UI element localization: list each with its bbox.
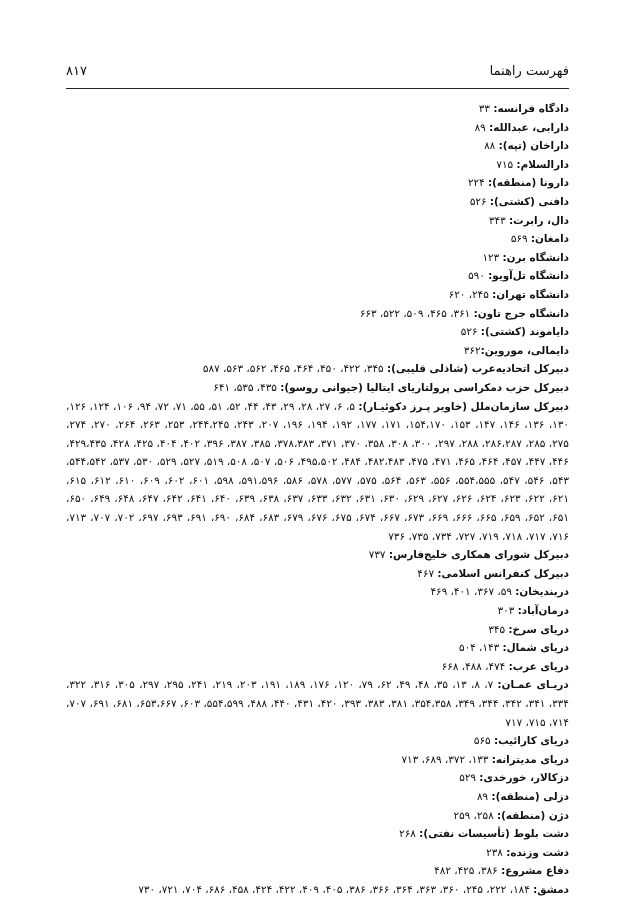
entry-term: دربندیخان: [515, 586, 569, 599]
entry-term: دبیرکل شورای همکاری خلیج‌فارس: [388, 549, 569, 562]
index-entry [66, 825, 569, 844]
entry-pages: ۵۲۶ [460, 326, 481, 339]
index-entry [66, 137, 569, 156]
entry-term: دریـای عمـان: [497, 679, 569, 692]
entry-pages: ۲۳۸ [486, 846, 507, 859]
entry-pages: ۳۶۲ [463, 344, 481, 357]
entry-term: دریای سرخ: [508, 623, 569, 636]
index-entry [66, 379, 569, 398]
page-header [66, 62, 569, 84]
entry-term: دژن (منطقه): [496, 809, 569, 822]
entry-term: دامغان: [530, 233, 569, 246]
entry-pages: ۵۹۰ [468, 270, 489, 283]
index-entry [66, 583, 569, 602]
entry-pages: ۷، ۸، ۱۳، ۳۵، ۴۸، ۴۹، ۶۲، ۷۹، ۱۲۰، ۱۷۶، ۱۸۹، ۱۹۱، ۲۰۳، ۲۱۹، ۲۴۱، ۲۹۵، ۲۹۷، ۳۰۵، ۳۱۶، ۳۲۲، ۳۳۴، ۳۴۱، ۳۴۲، ۳۴۴، ۳۴۹، ۳۵۴،۳۵۸، ۳۸۱، ۳۸۳، ۳۹۳، ۴۲۰، ۴۳۱، ۴۴۰، ۴۸۸، ۵۵۴،۵۹۹، ۶۰۳، ۶۵۳،۶۶۷، ۶۸۱، ۶۹۱، ۷۰۷، ۷۱۴، ۷۱۵، ۷۱۷ [66, 679, 569, 729]
running-title: فهرست راهنما [489, 64, 569, 79]
index-entry [66, 639, 569, 658]
index-entry [66, 565, 569, 584]
index-entry [66, 602, 569, 621]
index-entry [66, 769, 569, 788]
entry-term: دال، رابرت: [509, 214, 569, 227]
entry-pages: ۷۳۷ [368, 549, 389, 562]
entry-term: دریای مدیترانه: [491, 753, 569, 766]
entry-term: دزکالار، خورخدی: [479, 772, 569, 785]
entry-pages: ۱۲۳ [482, 251, 503, 264]
entry-term: دبیرکل اتحادیه‌عرب (شاذلی قلیبی): [386, 363, 569, 376]
entry-pages: ۳۴۵، ۴۲۲، ۴۵۰، ۴۶۴، ۴۶۵، ۵۶۲، ۵۶۳، ۵۸۷ [202, 363, 387, 376]
entry-pages: ۲۲۴ [467, 177, 489, 190]
index-entry [66, 249, 569, 268]
index-entry [66, 862, 569, 881]
entry-term: دانشگاه تل‌آویو: [488, 270, 569, 283]
entry-pages: ۱۸۴، ۲۲۲، ۲۴۵، ۳۶۰، ۳۶۳، ۳۶۴، ۳۶۶، ۳۸۶، ۴۰۵، ۴۰۹، ۴۲۲، ۴۲۴، ۴۵۸، ۶۸۶، ۷۰۴، ۷۲۱، ۷۳۰ [138, 883, 534, 896]
page-number: ۸۱۷ [66, 64, 87, 79]
entry-term: دادگاه فرانسه: [493, 103, 569, 115]
index-entry [66, 193, 569, 212]
index-entries [66, 100, 569, 900]
entry-term: دانشگاه تهران: [492, 288, 569, 301]
header-rule [66, 88, 569, 89]
index-entry [66, 844, 569, 863]
entry-pages: ۵۹، ۳۶۷، ۴۰۱، ۴۶۹ [430, 586, 516, 599]
entry-term: دریای کارائیب: [493, 735, 569, 748]
index-entry [66, 119, 569, 138]
index-entry [66, 398, 569, 547]
entry-pages: ۱۳۳، ۳۷۲، ۶۸۹، ۷۱۳ [401, 753, 492, 766]
entry-term: دشت وزنده: [506, 846, 569, 859]
entry-pages: ۳۶۱، ۴۶۵، ۵۰۹، ۵۲۲، ۶۶۳ [359, 307, 474, 320]
entry-term: دزلی (منطقه): [491, 790, 569, 803]
entry-term: دشت بلوط (تأسیسات نفتی): [419, 828, 569, 841]
entry-term: دارالسلام: [516, 158, 569, 171]
entry-pages: ۵۶۹ [510, 233, 531, 246]
index-entry [66, 267, 569, 286]
entry-pages: ۴۳۵، ۵۳۵، ۶۴۱ [213, 381, 281, 394]
index-entry [66, 807, 569, 826]
entry-pages: ۸۹ [474, 121, 490, 134]
entry-pages: ۸۹ [476, 790, 492, 803]
index-entry [66, 212, 569, 231]
entry-pages: ۵۶۵ [473, 735, 494, 748]
entry-pages: ۵۲۶ [469, 195, 490, 208]
entry-pages: ۳۴۳ [488, 214, 510, 227]
entry-pages: ۳۸۶، ۴۲۵، ۴۸۲ [434, 865, 502, 878]
entry-term: دریای شمال: [502, 642, 569, 655]
index-entry [66, 732, 569, 751]
entry-pages: ۸۸ [484, 140, 499, 153]
entry-term: درمان‌آباد: [517, 605, 569, 618]
entry-pages: ۵، ۶، ۲۷، ۲۸، ۲۹، ۴۳، ۴۴، ۵۲، ۵۱، ۵۵، ۷۱، ۷۲، ۹۴، ۱۰۶، ۱۲۴، ۱۲۶، ۱۳۰، ۱۳۶، ۱۴۶، ۱۴۷، ۱۵۳، ۱۵۴،۱۷۰، ۱۷۱، ۱۷۷، ۱۹۲، ۱۹۴، ۱۹۶، ۲۰۷، ۲۴۳، ۲۴۴،۲۴۵، ۲۵۳، ۲۶۳، ۲۶۴، ۲۷۰، ۲۷۴، ۲۷۵، ۲۸۵، ۲۸۶،۲۸۷، ۲۸۸، ۲۹۷، ۳۰۰، ۳۰۸، ۳۵۸، ۳۷۰، ۳۷۱، ۳۷۸،۳۸۳، ۳۸۵، ۳۸۷، ۳۹۶، ۴۰۲، ۴۰۴، ۴۲۵، ۴۲۸، ۴۲۹،۴۳۵، ۴۴۶، ۴۴۷، ۴۵۷، ۴۶۴، ۴۶۵، ۴۷۱، ۴۷۵، ۴۸۲،۴۸۳، ۴۸۴، ۴۹۵،۵۰۲، ۵۰۶، ۵۰۷، ۵۰۸، ۵۱۹، ۵۲۷، ۵۲۹، ۵۳۰، ۵۳۷، ۵۴۴،۵۴۲، ۵۴۳، ۵۴۶، ۵۴۷، ۵۵۴،۵۵۵، ۵۵۶، ۵۶۳، ۵۶۴، ۵۷۵، ۵۷۷، ۵۷۸، ۵۸۶، ۵۹۱،۵۹۶، ۵۹۸، ۶۰۱، ۶۰۲، ۶۰۹، ۶۱۰، ۶۱۲، ۶۱۵، ۶۲۱، ۶۲۲، ۶۲۳، ۶۲۴، ۶۲۶، ۶۲۷، ۶۲۹، ۶۳۰، ۶۳۱، ۶۳۲، ۶۳۳، ۶۳۷، ۶۳۸، ۶۳۹، ۶۴۰، ۶۴۱، ۶۴۲، ۶۴۷، ۶۴۸، ۶۴۹، ۶۵۰، ۶۵۱، ۶۵۲، ۶۵۹، ۶۶۵، ۶۶۶، ۶۶۹، ۶۷۳، ۶۶۷، ۶۷۴، ۶۷۵، ۶۷۶، ۶۷۹، ۶۸۳، ۶۸۴، ۶۹۰، ۶۹۱، ۶۹۳، ۶۹۷، ۷۰۲، ۷۰۷، ۷۱۳، ۷۱۶، ۷۱۷، ۷۱۸، ۷۱۹، ۷۲۷، ۷۳۴، ۷۳۵، ۷۳۶ [66, 400, 569, 543]
entry-term: دانشگاه جرج تاون: [473, 307, 569, 320]
index-entry [66, 360, 569, 379]
entry-pages: ۲۶۸ [399, 828, 420, 841]
entry-term: دایاموند (کشتی): [480, 326, 569, 339]
entry-term: دانشگاه برن: [502, 251, 569, 264]
index-entry [66, 788, 569, 807]
entry-pages: ۳۰۳ [497, 605, 518, 618]
entry-pages: ۳۴۵ [488, 623, 509, 636]
entry-pages: ۳۳ [478, 103, 494, 115]
entry-pages: ۲۵۸، ۲۵۹ [453, 809, 497, 822]
entry-term: دمشق: [533, 883, 569, 896]
entry-term: دفاع مشروع: [501, 865, 569, 878]
index-entry [66, 305, 569, 324]
entry-term: دارابی، عبدالله: [489, 121, 569, 134]
entry-pages: ۱۴۳، ۵۰۴ [459, 642, 503, 655]
index-entry [66, 230, 569, 249]
index-entry [66, 676, 569, 732]
index-entry [66, 323, 569, 342]
index-entry [66, 546, 569, 565]
index-entry [66, 621, 569, 640]
entry-pages: ۴۶۷ [417, 567, 438, 580]
entry-pages: ۴۷۴، ۴۸۸، ۶۶۸ [441, 660, 509, 673]
entry-pages: ۲۴۵، ۶۲۰ [448, 288, 493, 301]
entry-term: دایمالی، موروین: [480, 344, 569, 357]
entry-term: دبیرکل حزب دمکراسی پرولتاریای ایتالیا (جیوانی روسو): [280, 381, 569, 394]
index-entry [66, 156, 569, 175]
entry-term: دبیرکل کنفرانس اسلامی: [437, 567, 569, 580]
entry-term: دافنی (کشتی): [489, 195, 569, 208]
index-entry [66, 342, 569, 361]
index-entry [66, 881, 569, 900]
entry-pages: ۷۱۵ [496, 158, 517, 171]
entry-term: دریای عرب: [508, 660, 569, 673]
index-entry [66, 100, 569, 119]
entry-term: دارونا (منطقه): [488, 177, 569, 190]
index-entry [66, 286, 569, 305]
entry-pages: ۵۲۹ [459, 772, 480, 785]
entry-term: داراخان (تپه): [498, 140, 569, 153]
index-entry [66, 658, 569, 677]
index-entry [66, 751, 569, 770]
index-entry [66, 174, 569, 193]
entry-term: دبیرکل سازمان‌ملل (خاویر پـرز دکوئیـار): [358, 400, 569, 413]
